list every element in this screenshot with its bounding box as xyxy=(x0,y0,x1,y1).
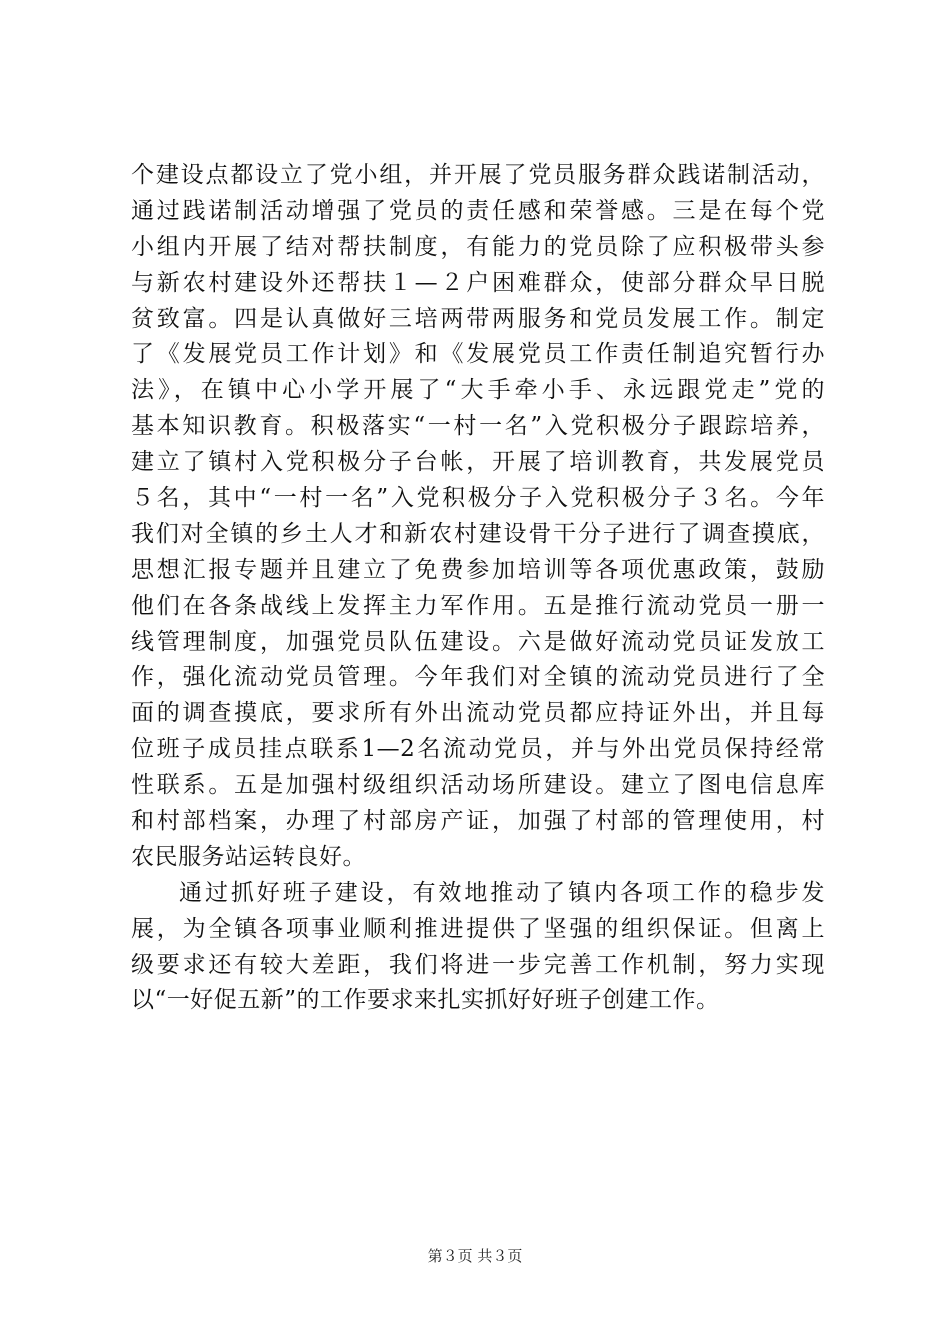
paragraph xyxy=(131,876,825,1020)
text-line: 展，为全镇各项事业顺利推进提供了坚强的组织保证。但离上 xyxy=(131,915,825,942)
text-line: 线管理制度，加强党员队伍建设。六是做好流动党员证发放工 xyxy=(131,628,825,655)
text-line: 通过抓好班子建设，有效地推动了镇内各项工作的稳步发 xyxy=(179,879,825,906)
paragraph xyxy=(131,158,825,876)
text-line: 基本知识教育。积极落实“一村一名”入党积极分子跟踪培养， xyxy=(131,413,825,440)
page-footer: 第３页 共３页 xyxy=(427,1247,523,1265)
text-line: 以“一好促五新”的工作要求来扎实抓好好班子创建工作。 xyxy=(131,987,720,1014)
text-line: 性联系。五是加强村级组织活动场所建设。建立了图电信息库 xyxy=(131,772,825,799)
text-line: 位班子成员挂点联系1—2名流动党员，并与外出党员保持经常 xyxy=(131,736,825,763)
text-line: 建立了镇村入党积极分子台帐，开展了培训教育，共发展党员 xyxy=(131,449,825,476)
text-line: 作，强化流动党员管理。今年我们对全镇的流动党员进行了全 xyxy=(131,664,825,691)
text-line: 通过践诺制活动增强了党员的责任感和荣誉感。三是在每个党 xyxy=(131,197,825,224)
document-body xyxy=(131,158,825,1019)
text-line: 他们在各条战线上发挥主力军作用。五是推行流动党员一册一 xyxy=(131,592,825,619)
text-line: 小组内开展了结对帮扶制度，有能力的党员除了应积极带头参 xyxy=(131,233,825,260)
text-line: 个建设点都设立了党小组，并开展了党员服务群众践诺制活动， xyxy=(131,162,825,188)
text-line: 面的调查摸底，要求所有外出流动党员都应持证外出，并且每 xyxy=(131,700,825,727)
text-line: 和村部档案，办理了村部房产证，加强了村部的管理使用，村 xyxy=(131,808,825,835)
text-line: 贫致富。四是认真做好三培两带两服务和党员发展工作。制定 xyxy=(131,305,825,332)
text-line: 思想汇报专题并且建立了免费参加培训等各项优惠政策，鼓励 xyxy=(131,556,825,583)
text-line: 了《发展党员工作计划》和《发展党员工作责任制追究暂行办 xyxy=(131,341,825,368)
text-line: 农民服务站运转良好。 xyxy=(131,843,366,870)
text-line: 我们对全镇的乡土人才和新农村建设骨干分子进行了调查摸底， xyxy=(131,520,825,547)
text-line: 法》，在镇中心小学开展了“大手牵小手、永远跟党走”党的 xyxy=(131,377,825,404)
text-line: 与新农村建设外还帮扶１—２户困难群众，使部分群众早日脱 xyxy=(131,269,825,296)
text-line: ５名，其中“一村一名”入党积极分子入党积极分子３名。今年 xyxy=(131,485,825,512)
text-line: 级要求还有较大差距，我们将进一步完善工作机制，努力实现 xyxy=(131,951,825,978)
